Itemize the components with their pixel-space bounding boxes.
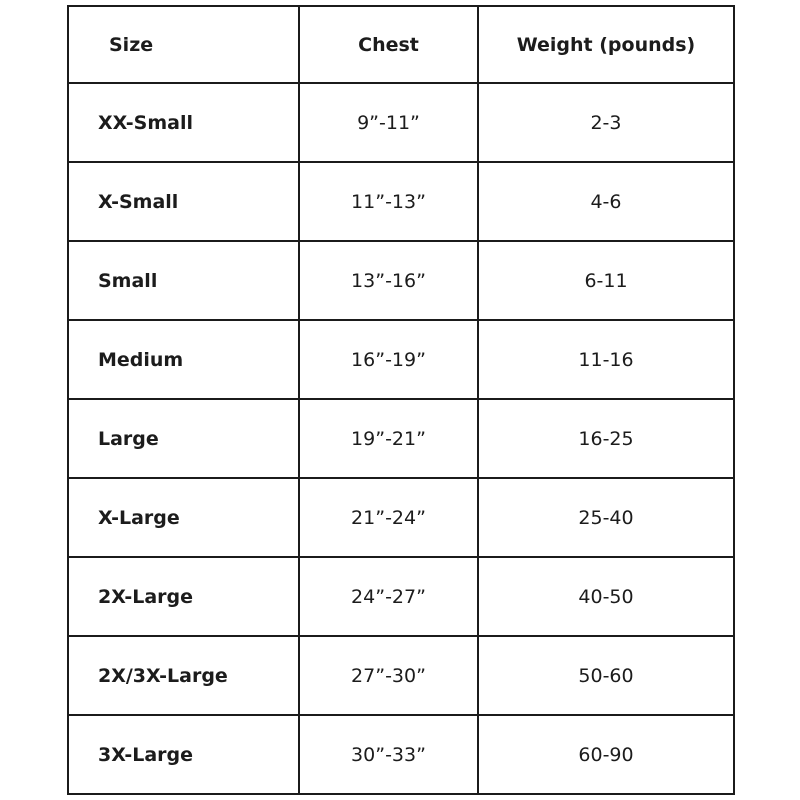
column-header-size: Size	[68, 6, 299, 83]
size-cell: Medium	[68, 320, 299, 399]
column-header-weight: Weight (pounds)	[478, 6, 734, 83]
table-row	[68, 399, 734, 478]
size-cell: Large	[68, 399, 299, 478]
weight-cell: 4-6	[478, 162, 734, 241]
size-cell: Small	[68, 241, 299, 320]
size-cell: 3X-Large	[68, 715, 299, 794]
weight-cell: 11-16	[478, 320, 734, 399]
size-cell: X-Small	[68, 162, 299, 241]
chest-cell: 13”-16”	[299, 241, 478, 320]
size-chart-table	[67, 5, 735, 795]
size-cell: XX-Small	[68, 83, 299, 162]
table-row	[68, 320, 734, 399]
table-row	[68, 636, 734, 715]
table-row	[68, 557, 734, 636]
size-cell: 2X/3X-Large	[68, 636, 299, 715]
table-row	[68, 162, 734, 241]
header-row	[68, 6, 734, 83]
chest-cell: 11”-13”	[299, 162, 478, 241]
table-row	[68, 478, 734, 557]
weight-cell: 6-11	[478, 241, 734, 320]
table-row	[68, 241, 734, 320]
chest-cell: 30”-33”	[299, 715, 478, 794]
chest-cell: 16”-19”	[299, 320, 478, 399]
table-row	[68, 715, 734, 794]
weight-cell: 25-40	[478, 478, 734, 557]
weight-cell: 2-3	[478, 83, 734, 162]
chest-cell: 21”-24”	[299, 478, 478, 557]
weight-cell: 50-60	[478, 636, 734, 715]
table-row	[68, 83, 734, 162]
column-header-chest: Chest	[299, 6, 478, 83]
weight-cell: 16-25	[478, 399, 734, 478]
weight-cell: 40-50	[478, 557, 734, 636]
chest-cell: 24”-27”	[299, 557, 478, 636]
size-cell: 2X-Large	[68, 557, 299, 636]
size-cell: X-Large	[68, 478, 299, 557]
chest-cell: 27”-30”	[299, 636, 478, 715]
chest-cell: 9”-11”	[299, 83, 478, 162]
chest-cell: 19”-21”	[299, 399, 478, 478]
weight-cell: 60-90	[478, 715, 734, 794]
